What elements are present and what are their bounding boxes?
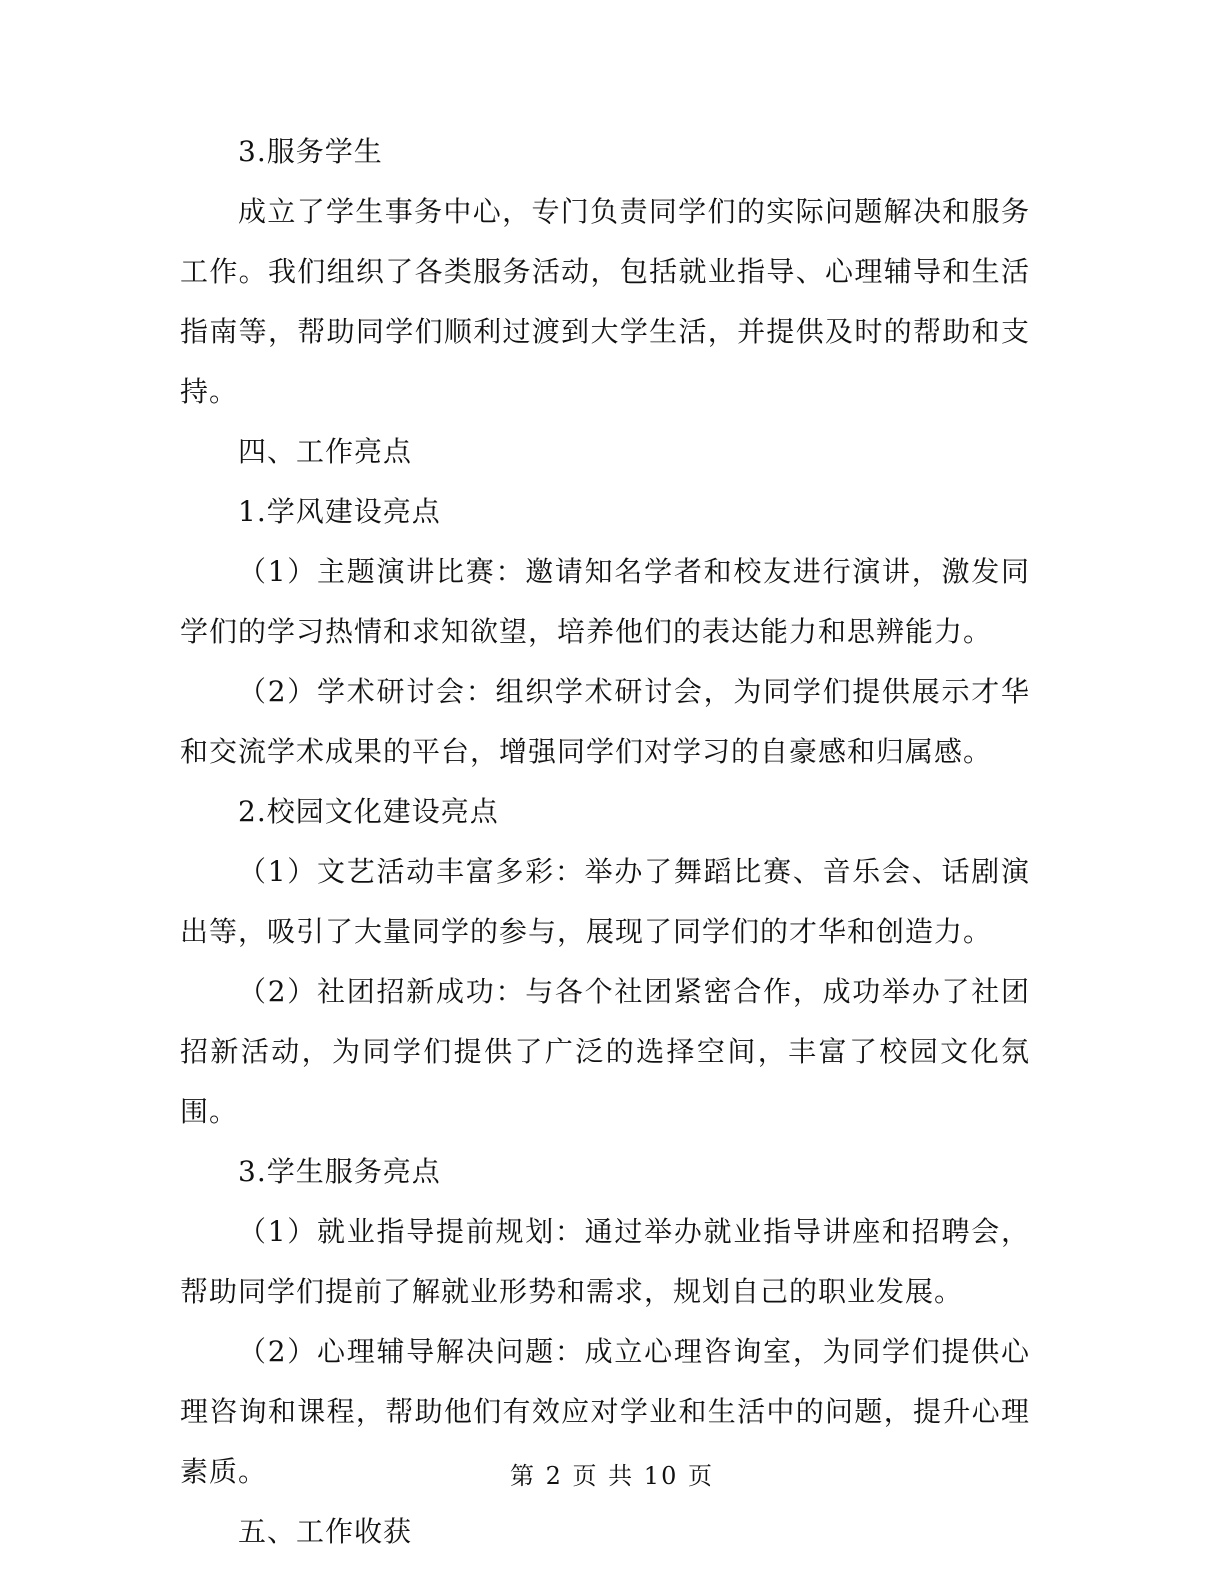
list-item-arts-activities: （1）文艺活动丰富多彩：举办了舞蹈比赛、音乐会、话剧演出等，吸引了大量同学的参与，展现了同学们的才华和创造力。 [180, 855, 1030, 948]
section-heading-work-highlights: 四、工作亮点 [238, 435, 413, 468]
subheading-student-service-highlights: 3.学生服务亮点 [238, 1155, 441, 1188]
list-item-academic-seminar: （2）学术研讨会：组织学术研讨会，为同学们提供展示才华和交流学术成果的平台，增强同学们对学习的自豪感和归属感。 [180, 675, 1030, 768]
list-item-speech-contest: （1）主题演讲比赛：邀请知名学者和校友进行演讲，激发同学们的学习热情和求知欲望，培养他们的表达能力和思辨能力。 [180, 555, 1030, 648]
page-footer [0, 1456, 1224, 1496]
list-item-club-recruitment: （2）社团招新成功：与各个社团紧密合作，成功举办了社团招新活动，为同学们提供了广泛的选择空间，丰富了校园文化氛围。 [180, 975, 1030, 1128]
subheading-study-style-highlights: 1.学风建设亮点 [238, 495, 441, 528]
subheading-campus-culture-highlights: 2.校园文化建设亮点 [238, 795, 499, 828]
section-heading-service-students: 3.服务学生 [238, 135, 383, 168]
document-body [180, 122, 1030, 1562]
list-item-psychological-counseling: （2）心理辅导解决问题：成立心理咨询室，为同学们提供心理咨询和课程，帮助他们有效应对学业和生活中的问题，提升心理素质。 [180, 1335, 1030, 1488]
page-number-label: 第 2 页 共 10 页 [510, 1462, 714, 1490]
paragraph-student-affairs-center: 成立了学生事务中心，专门负责同学们的实际问题解决和服务工作。我们组织了各类服务活动，包括就业指导、心理辅导和生活指南等，帮助同学们顺利过渡到大学生活，并提供及时的帮助和支持。 [180, 195, 1030, 408]
list-item-career-guidance: （1）就业指导提前规划：通过举办就业指导讲座和招聘会，帮助同学们提前了解就业形势和需求，规划自己的职业发展。 [180, 1215, 1030, 1308]
section-heading-work-gains: 五、工作收获 [238, 1515, 413, 1548]
